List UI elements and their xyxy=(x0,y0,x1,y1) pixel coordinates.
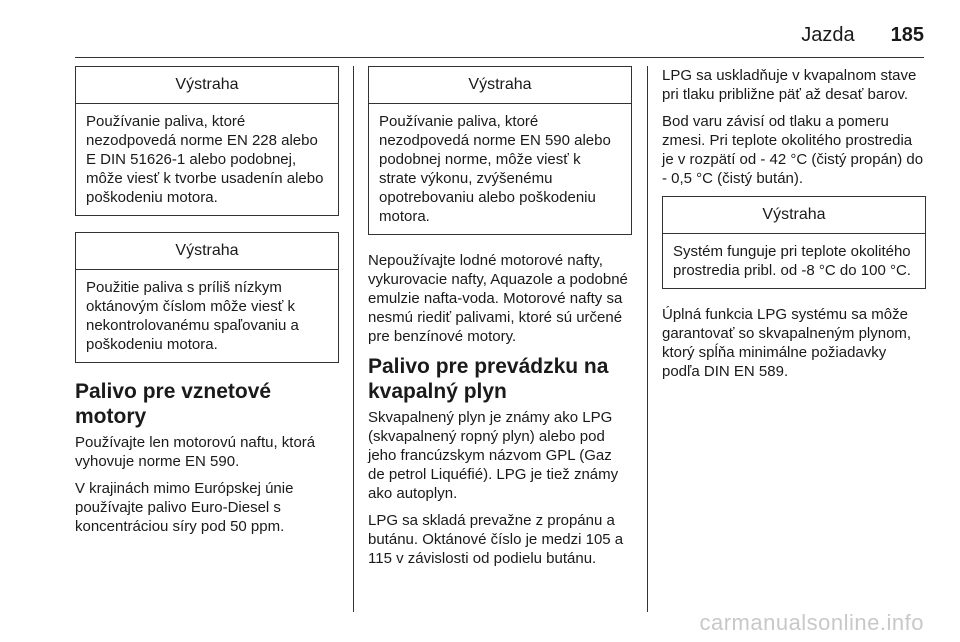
column-2 xyxy=(368,66,632,576)
column-divider-1 xyxy=(353,66,354,612)
warning-box xyxy=(662,196,926,289)
paragraph: Skvapalnený plyn je známy ako LPG (skvapalnený ropný plyn) alebo pod jeho francúzskym názvom GPL (Gaz de petrol Liquéfié). LPG je tiež známy ako autoplyn. xyxy=(368,409,619,502)
paragraph: LPG sa skladá prevažne z propánu a butánu. Oktánové číslo je medzi 105 a 115 v závislosti od podielu butánu. xyxy=(368,512,624,567)
page-number: 185 xyxy=(890,24,924,46)
paragraph: LPG sa uskladňuje v kvapalnom stave pri tlaku približne päť až desať barov. xyxy=(662,67,917,103)
section-heading: Palivo pre vznetové motory xyxy=(75,380,272,428)
warning-box xyxy=(368,66,632,235)
warning-text: Používanie paliva, ktoré nezodpovedá norme EN 590 alebo podobnej norme, môže viesť k strate výkonu, zvýšenému opotrebovaniu alebo poškodeniu motora. xyxy=(379,113,611,225)
paragraph: Úplná funkcia LPG systému sa môže garantovať so skvapalneným plynom, ktorý spĺňa minimálne požiadavky podľa DIN EN 589. xyxy=(662,306,912,380)
column-3 xyxy=(662,66,926,389)
warning-title: Výstraha xyxy=(76,233,338,270)
paragraph: Používajte len motorovú naftu, ktorá vyhovuje norme EN 590. xyxy=(75,434,316,470)
page-header xyxy=(801,24,924,52)
column-1 xyxy=(75,66,339,544)
warning-title: Výstraha xyxy=(663,197,925,234)
warning-text: Systém funguje pri teplote okolitého prostredia pribl. od -8 °C do 100 °C. xyxy=(673,243,911,279)
paragraph: V krajinách mimo Európskej únie používajte palivo Euro-Diesel s koncentráciou síry pod 50 ppm. xyxy=(75,480,294,535)
paragraph: Bod varu závisí od tlaku a pomeru zmesi. Pri teplote okolitého prostredia je v rozpätí od - 42 °C (čistý propán) do - 0,5 °C (čistý bután). xyxy=(662,113,924,187)
warning-box xyxy=(75,66,339,216)
paragraph: Nepoužívajte lodné motorové nafty, vykurovacie nafty, Aquazole a podobné emulzie nafta-voda. Motorové nafty sa nesmú riediť palivami, ktoré sú určené pre benzínové motory. xyxy=(368,252,628,345)
column-divider-2 xyxy=(647,66,648,612)
header-divider xyxy=(75,57,924,58)
warning-title: Výstraha xyxy=(369,67,631,104)
section-title: Jazda xyxy=(801,24,855,46)
warning-text: Používanie paliva, ktoré nezodpovedá norme EN 228 alebo E DIN 51626-1 alebo podobnej, môže viesť k tvorbe usadenín alebo poškodeniu motora. xyxy=(86,113,324,206)
warning-text: Použitie paliva s príliš nízkym oktánovým číslom môže viesť k nekontrolovanému spaľovaniu a poškodeniu motora. xyxy=(86,279,299,353)
warning-box xyxy=(75,232,339,363)
section-heading: Palivo pre prevádzku na kvapalný plyn xyxy=(368,355,609,403)
warning-title: Výstraha xyxy=(76,67,338,104)
watermark: carmanualsonline.info xyxy=(699,610,924,635)
